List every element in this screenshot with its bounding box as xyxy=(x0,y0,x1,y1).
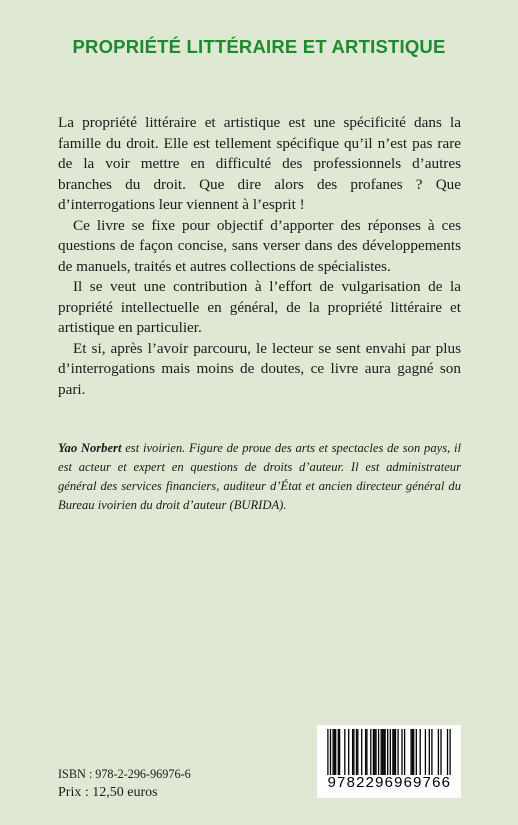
barcode-bar xyxy=(413,729,414,775)
paragraph-2: Ce livre se fixe pour objectif d’apporter des réponses à ces questions de façon concise, sans verser dans des développements de manuels, traités et autres collections de spécialistes. xyxy=(58,216,461,275)
barcode-bar xyxy=(383,729,384,775)
barcode-bar xyxy=(370,729,371,775)
paragraph-3: Il se veut une contribution à l’effort de vulgarisation de la propriété intellectuelle en général, de la propriété littéraire et artistique en particulier. xyxy=(58,278,461,336)
barcode-bar xyxy=(404,729,405,775)
barcode-bar xyxy=(384,729,385,775)
barcode-bar xyxy=(348,729,349,775)
barcode-bar xyxy=(395,729,396,775)
barcode-bar xyxy=(438,729,439,775)
barcode-bar xyxy=(361,729,362,775)
barcode-bar xyxy=(412,729,413,775)
barcode-bar xyxy=(394,729,395,775)
barcode-bar xyxy=(440,729,441,775)
author-name: Yao Norbert xyxy=(58,441,122,455)
barcode-bar xyxy=(357,729,358,775)
barcode-bar xyxy=(353,729,354,775)
barcode-bar xyxy=(431,729,432,775)
barcode-bar xyxy=(327,729,328,775)
paragraph-1: La propriété littéraire et artistique est une spécificité dans la famille du droit. Elle est tellement spécifique qu’il n’est pas rare de la voir mettre en difficulté des professionnels d’autres branches du droit. Que dire alors des profanes ? Que d’interrogations leur viennent à l’esprit ! xyxy=(58,114,461,213)
back-cover-description xyxy=(58,113,461,400)
barcode-bar xyxy=(375,729,376,775)
book-title: PROPRIÉTÉ LITTÉRAIRE ET ARTISTIQUE xyxy=(72,36,446,57)
barcode-bar xyxy=(338,729,339,775)
barcode-bar xyxy=(447,729,448,775)
barcode-bar xyxy=(344,729,345,775)
barcode-bar xyxy=(425,729,426,775)
barcode-bar xyxy=(330,729,331,775)
barcode-bar xyxy=(373,729,374,775)
author-bio-text: est ivoirien. Figure de proue des arts et spectacles de son pays, il est acteur et expert en questions de droits d’auteur. Il est administrateur général des services financiers, auditeur d’État et ancien directeur général du Bureau ivoirien du droit d’auteur (BURIDA). xyxy=(58,441,462,512)
barcode-bars xyxy=(317,725,461,777)
barcode-bar xyxy=(449,729,450,775)
barcode-bar xyxy=(401,729,402,775)
barcode-bar xyxy=(390,729,391,775)
isbn: ISBN : 978-2-296-96976-6 xyxy=(58,767,191,781)
barcode-bar xyxy=(410,729,411,775)
barcode-bar xyxy=(392,729,393,775)
barcode-bar xyxy=(335,729,336,775)
barcode-bar xyxy=(332,729,333,775)
barcode-bar xyxy=(374,729,375,775)
barcode-bar xyxy=(334,729,335,775)
barcode-bar xyxy=(381,729,382,775)
barcode-bar xyxy=(416,729,417,775)
barcode-bar xyxy=(420,729,421,775)
author-bio xyxy=(58,439,461,515)
barcode-bar xyxy=(429,729,430,775)
barcode-number: 9782296969766 xyxy=(327,775,451,792)
paragraph-4: Et si, après l’avoir parcouru, le lecteur se sent envahi par plus d’interrogations mais moins de doutes, ce livre aura gagné son pari. xyxy=(58,339,461,398)
barcode-bar xyxy=(356,729,357,775)
barcode xyxy=(317,725,461,798)
barcode-bar xyxy=(382,729,383,775)
barcode-bar xyxy=(387,729,388,775)
barcode-bar xyxy=(397,729,398,775)
barcode-bar xyxy=(352,729,353,775)
barcode-bar xyxy=(378,729,379,775)
barcode-bar xyxy=(366,729,367,775)
barcode-bar xyxy=(339,729,340,775)
barcode-bar xyxy=(365,729,366,775)
price: Prix : 12,50 euros xyxy=(58,785,158,800)
